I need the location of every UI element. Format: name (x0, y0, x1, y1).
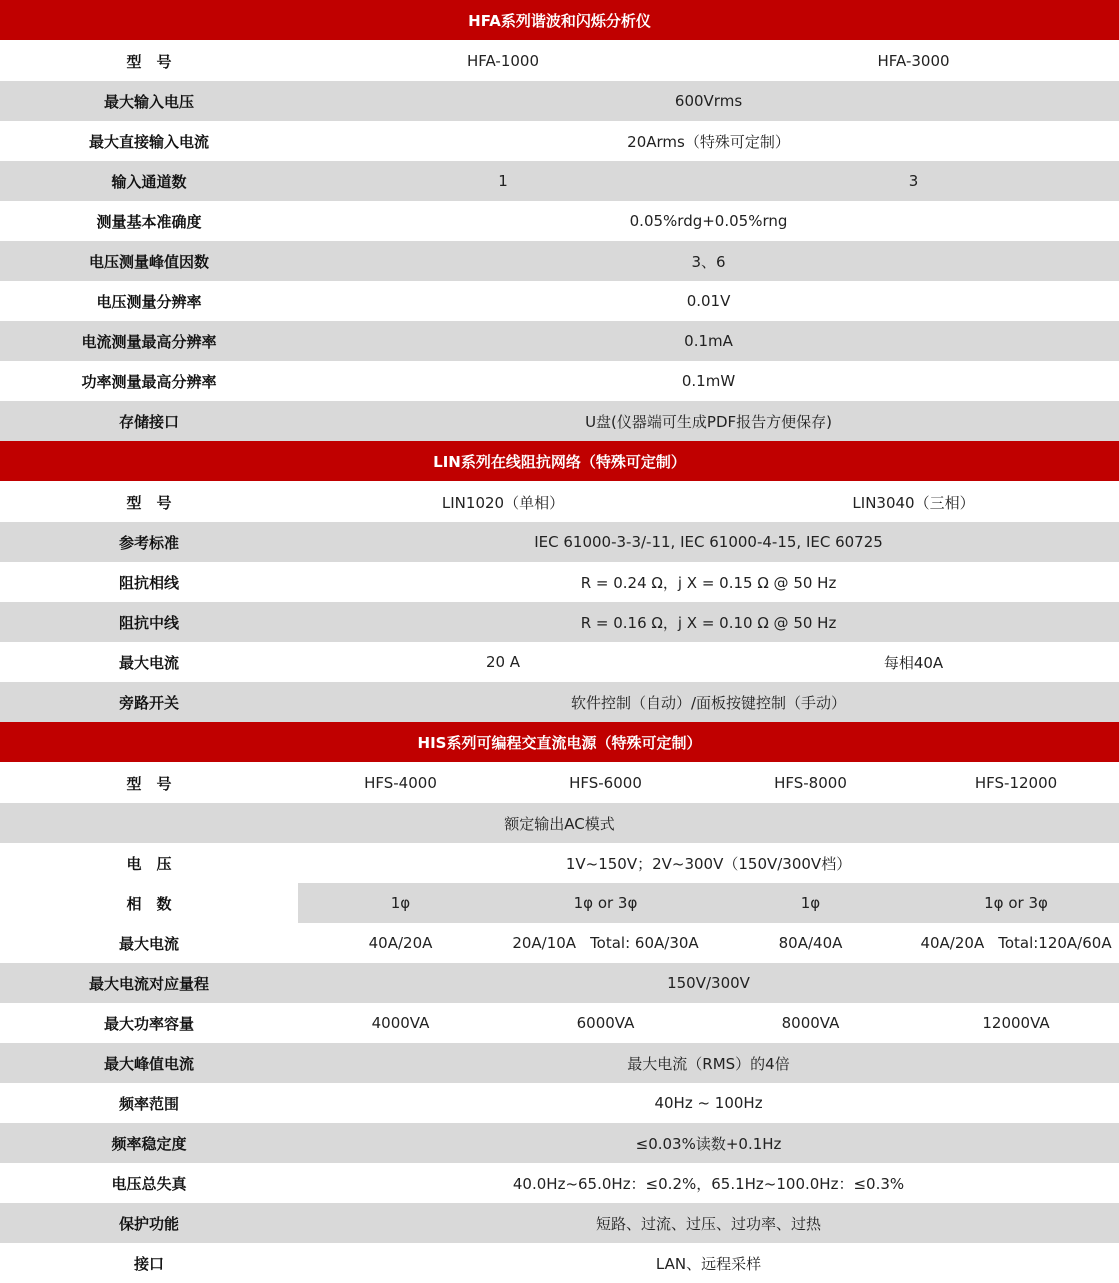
row-value: 0.05%rdg+0.05%rng (298, 201, 1119, 241)
row-value (913, 923, 1119, 963)
current-primary: 20A/10A (512, 934, 577, 952)
row-value: 最大电流（RMS）的4倍 (298, 1043, 1119, 1083)
row-label: 接口 (0, 1243, 298, 1283)
row-value: 12000VA (913, 1003, 1119, 1043)
current-primary: 40A/20A (368, 934, 433, 952)
row-value: 1 (298, 161, 708, 201)
current-primary: 80A/40A (778, 934, 843, 952)
table-row (0, 1043, 1119, 1083)
table-row (0, 642, 1119, 682)
table-row (0, 161, 1119, 201)
hfa-model-label: 型 号 (0, 41, 298, 82)
current-total: Total:120A/60A (998, 934, 1112, 952)
row-value: R = 0.16 Ω，j X = 0.10 Ω @ 50 Hz (298, 602, 1119, 642)
row-label: 电流测量最高分辨率 (0, 321, 298, 361)
row-value: 3、6 (298, 241, 1119, 281)
row-value: 1φ or 3φ (503, 883, 708, 923)
row-value: 1V~150V；2V~300V（150V/300V档） (298, 843, 1119, 883)
row-label: 相 数 (0, 883, 298, 923)
table-row (0, 883, 1119, 923)
table-row (0, 1123, 1119, 1163)
row-value: 6000VA (503, 1003, 708, 1043)
row-label: 最大电流对应量程 (0, 963, 298, 1003)
table-row (0, 602, 1119, 642)
table-row (0, 201, 1119, 241)
his-model-2: HFS-6000 (503, 763, 708, 804)
lin-model-label: 型 号 (0, 482, 298, 523)
table-row (0, 321, 1119, 361)
row-label: 最大电流 (0, 642, 298, 682)
row-label: 功率测量最高分辨率 (0, 361, 298, 401)
lin-section-header (0, 441, 1119, 482)
row-value: 0.1mW (298, 361, 1119, 401)
table-row (0, 361, 1119, 401)
row-value: 1φ (708, 883, 913, 923)
his-model-label: 型 号 (0, 763, 298, 804)
row-value: 0.1mA (298, 321, 1119, 361)
row-value: U盘(仪器端可生成PDF报告方便保存) (298, 401, 1119, 441)
row-label: 参考标准 (0, 522, 298, 562)
table-row (0, 1003, 1119, 1043)
row-label: 频率稳定度 (0, 1123, 298, 1163)
lin-model-2: LIN3040（三相） (708, 482, 1119, 523)
row-label: 旁路开关 (0, 682, 298, 722)
row-value: 20 A (298, 642, 708, 682)
current-value (369, 934, 433, 952)
row-label: 最大功率容量 (0, 1003, 298, 1043)
row-label: 存储接口 (0, 401, 298, 441)
row-value: IEC 61000-3-3/-11, IEC 61000-4-15, IEC 60725 (298, 522, 1119, 562)
table-row (0, 241, 1119, 281)
lin-title: LIN系列在线阻抗网络（特殊可定制） (0, 441, 1119, 482)
row-value: 40.0Hz~65.0Hz：≤0.2%，65.1Hz~100.0Hz：≤0.3% (298, 1163, 1119, 1203)
row-value: 1φ (298, 883, 503, 923)
table-row (0, 963, 1119, 1003)
hfa-title: HFA系列谐波和闪烁分析仪 (0, 0, 1119, 41)
row-value (503, 923, 708, 963)
row-label: 最大直接输入电流 (0, 121, 298, 161)
row-value: 每相40A (708, 642, 1119, 682)
current-value (920, 934, 1111, 952)
row-value: 4000VA (298, 1003, 503, 1043)
table-row (0, 522, 1119, 562)
table-row (0, 41, 1119, 82)
row-value: R = 0.24 Ω，j X = 0.15 Ω @ 50 Hz (298, 562, 1119, 602)
row-value: LAN、远程采样 (298, 1243, 1119, 1283)
row-value: 0.01V (298, 281, 1119, 321)
current-total: Total: 60A/30A (590, 934, 699, 952)
hfa-model-2: HFA-3000 (708, 41, 1119, 82)
table-row (0, 281, 1119, 321)
row-value (708, 923, 913, 963)
row-label: 电压总失真 (0, 1163, 298, 1203)
table-row (0, 763, 1119, 804)
row-value: 软件控制（自动）/面板按键控制（手动） (298, 682, 1119, 722)
table-row (0, 1083, 1119, 1123)
row-value: 短路、过流、过压、过功率、过热 (298, 1203, 1119, 1243)
table-row (0, 1163, 1119, 1203)
current-value (512, 934, 698, 952)
his-mode-row: 额定输出AC模式 (0, 803, 1119, 843)
row-label: 测量基本准确度 (0, 201, 298, 241)
his-model-1: HFS-4000 (298, 763, 503, 804)
row-value: 3 (708, 161, 1119, 201)
row-label: 阻抗中线 (0, 602, 298, 642)
row-value: 40Hz ~ 100Hz (298, 1083, 1119, 1123)
table-row (0, 803, 1119, 843)
row-value: 20Arms（特殊可定制） (298, 121, 1119, 161)
table-row (0, 121, 1119, 161)
his-title: HIS系列可编程交直流电源（特殊可定制） (0, 722, 1119, 763)
table-row (0, 1203, 1119, 1243)
table-row (0, 682, 1119, 722)
table-row (0, 923, 1119, 963)
hfa-model-1: HFA-1000 (298, 41, 708, 82)
row-label: 电 压 (0, 843, 298, 883)
row-label: 输入通道数 (0, 161, 298, 201)
table-row (0, 81, 1119, 121)
table-row (0, 482, 1119, 523)
his-section-header (0, 722, 1119, 763)
row-label: 保护功能 (0, 1203, 298, 1243)
table-row (0, 562, 1119, 602)
table-row (0, 1243, 1119, 1283)
current-value (779, 934, 843, 952)
hfa-section-header (0, 0, 1119, 41)
row-value: ≤0.03%读数+0.1Hz (298, 1123, 1119, 1163)
his-model-4: HFS-12000 (913, 763, 1119, 804)
table-row (0, 401, 1119, 441)
row-value: 1φ or 3φ (913, 883, 1119, 923)
row-label: 阻抗相线 (0, 562, 298, 602)
row-value: 600Vrms (298, 81, 1119, 121)
row-label: 最大电流 (0, 923, 298, 963)
row-label: 频率范围 (0, 1083, 298, 1123)
row-label: 电压测量峰值因数 (0, 241, 298, 281)
lin-model-1: LIN1020（单相） (298, 482, 708, 523)
current-primary: 40A/20A (920, 934, 985, 952)
row-label: 电压测量分辨率 (0, 281, 298, 321)
his-model-3: HFS-8000 (708, 763, 913, 804)
row-label: 最大输入电压 (0, 81, 298, 121)
table-row (0, 843, 1119, 883)
row-value: 150V/300V (298, 963, 1119, 1003)
row-value (298, 923, 503, 963)
row-value: 8000VA (708, 1003, 913, 1043)
row-label: 最大峰值电流 (0, 1043, 298, 1083)
